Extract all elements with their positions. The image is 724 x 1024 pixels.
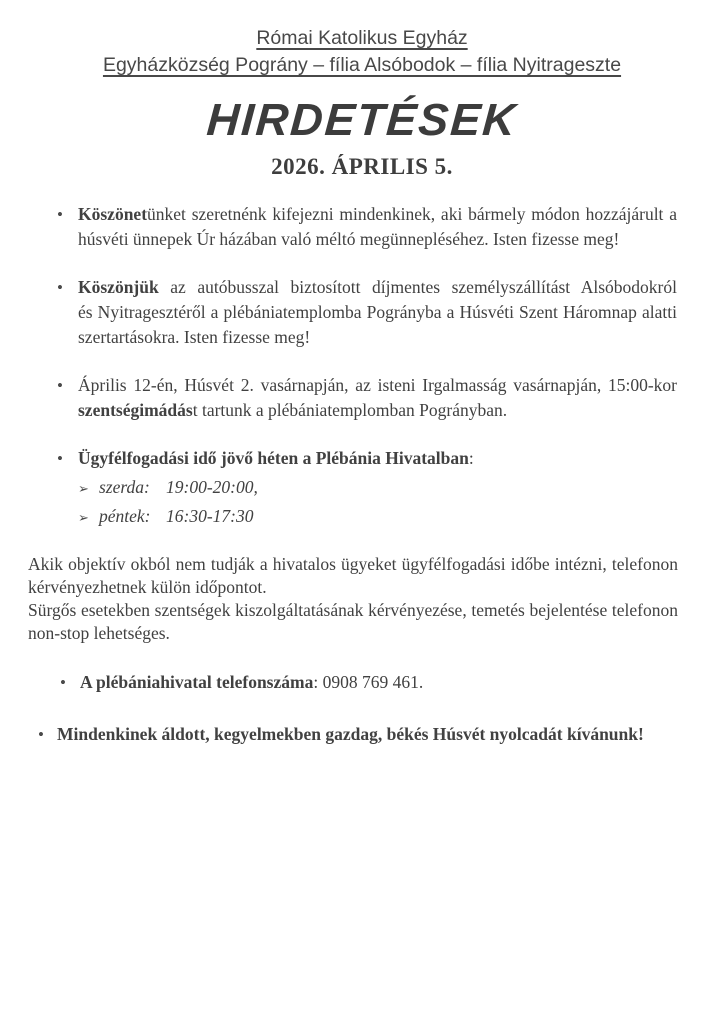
office-time-range: 19:00-20:00, — [166, 477, 258, 497]
text-line: szentségimádást tartunk a plébániatemplomban Pogrányban. — [78, 400, 508, 420]
thanks-bus — [57, 275, 677, 350]
document-header — [0, 25, 724, 79]
office-day-label: szerda: — [99, 477, 150, 497]
bullet-icon: • — [57, 376, 63, 395]
bullet-icon: • — [57, 205, 63, 224]
text-line: Köszönjük az autóbusszal biztosított díjmentes személyszállítást Alsóbodokról — [78, 277, 677, 297]
office-day-label: péntek: — [99, 506, 151, 526]
text-line: Április 12-én, Húsvét 2. vasárnapján, az isteni Irgalmasság vasárnapján, 15:00-kor — [78, 375, 677, 395]
bullet-icon: • — [57, 449, 63, 468]
church-name: Római Katolikus Egyház — [256, 27, 468, 49]
arrow-bullet-icon: ➢ — [78, 511, 89, 526]
office-hours-friday — [78, 503, 724, 532]
text-line: A plébániahivatal telefonszáma: 0908 769 461. — [80, 672, 424, 692]
text-line: Mindenkinek áldott, kegyelmekben gazdag, békés Húsvét nyolcadát kívánunk! — [57, 724, 644, 744]
bullet-icon: • — [57, 278, 63, 297]
arrow-bullet-icon: ➢ — [78, 482, 89, 497]
appointment-note — [28, 553, 678, 599]
office-hours-wednesday — [78, 474, 724, 503]
bullet-icon: • — [60, 673, 66, 692]
phone-number — [60, 670, 670, 695]
parish-name: Egyházközség Pográny – fília Alsóbodok – fília Nyitrageszte — [102, 54, 622, 76]
text-line: Ügyfélfogadási idő jövő héten a Plébánia Hivatalban: — [78, 448, 474, 468]
text-line: Köszönetünket szeretnénk kifejezni mindenkinek, aki bármely módon hozzájárult a — [78, 204, 677, 224]
announcements-body — [0, 202, 724, 747]
thanks-easter — [57, 202, 677, 252]
text-line: Sürgős esetekben szentségek kiszolgáltatásának kérvényezése, temetés bejelentése telefonon — [28, 600, 678, 620]
text-line: szertartásokra. Isten fizesse meg! — [78, 327, 311, 347]
office-hours — [57, 446, 677, 471]
announcement-date: 2026. ÁPRILIS 5. — [271, 154, 453, 179]
text-line: és Nyitragesztéről a plébániatemplomba Pogrányba a Húsvéti Szent Háromnap alatti — [78, 302, 677, 322]
urgent-note — [28, 599, 678, 645]
text-line: Akik objektív okból nem tudják a hivatalos ügyeket ügyfélfogadási időbe intézni, telefonon — [28, 554, 678, 574]
text-line: húsvéti ünnepek Úr házában való méltó megünnepléséhez. Isten fizesse meg! — [78, 229, 620, 249]
adoration — [57, 373, 677, 423]
text-line: non-stop lehetséges. — [28, 623, 170, 643]
page-title: HIRDETÉSEK — [205, 94, 519, 145]
text-line: kérvényezhetnek külön időpontot. — [28, 577, 267, 597]
easter-wish — [38, 722, 697, 747]
office-time-range: 16:30-17:30 — [166, 506, 254, 526]
bullet-icon: • — [38, 725, 44, 744]
